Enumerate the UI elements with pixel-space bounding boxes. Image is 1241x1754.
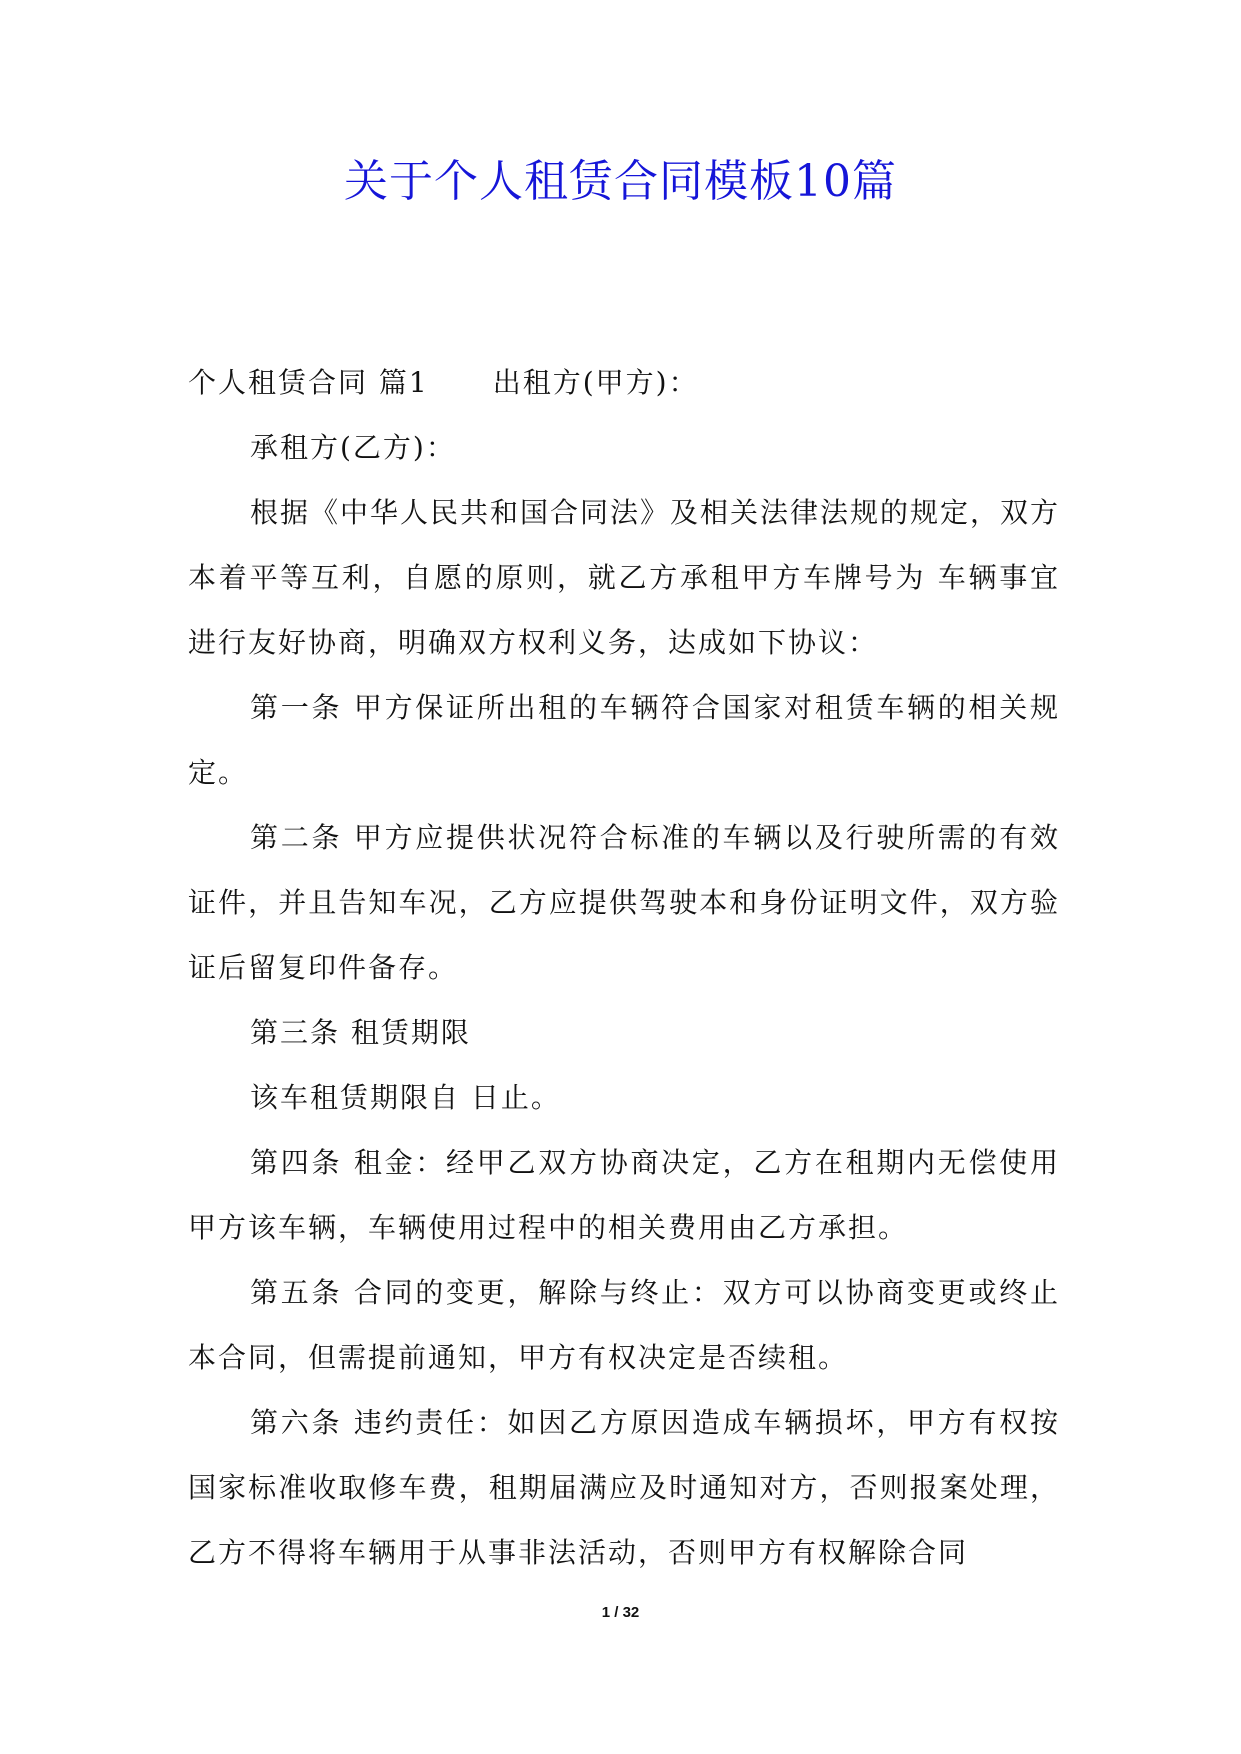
paragraph-article-1: 第一条 甲方保证所出租的车辆符合国家对租赁车辆的相关规定。 xyxy=(188,691,1060,789)
document-title: 关于个人租赁合同模板10篇 xyxy=(344,156,897,207)
paragraph-article-4: 第四条 租金：经甲乙双方协商决定，乙方在租期内无偿使用甲方该车辆，车辆使用过程中的相关费用由乙方承担。 xyxy=(188,1146,1060,1244)
paragraph-article-5: 第五条 合同的变更，解除与终止：双方可以协商变更或终止本合同，但需提前通知，甲方有权决定是否续租。 xyxy=(188,1276,1060,1374)
page-number: 1 / 32 xyxy=(601,1604,640,1621)
paragraph-article-2: 第二条 甲方应提供状况符合标准的车辆以及行驶所需的有效证件，并且告知车况，乙方应提供驾驶本和身份证明文件，双方验证后留复印件备存。 xyxy=(188,821,1060,984)
section-label: 个人租赁合同 篇1 xyxy=(188,366,429,399)
paragraph-lease-term: 该车租赁期限自 日止。 xyxy=(250,1081,561,1114)
document-body xyxy=(188,350,1060,1585)
first-line xyxy=(188,350,1060,415)
paragraph-lessee: 承租方(乙方)： xyxy=(250,431,456,464)
lessor-label: 出租方(甲方)： xyxy=(492,366,699,399)
paragraph-article-3: 第三条 租赁期限 xyxy=(250,1016,471,1049)
paragraph-preamble: 根据《中华人民共和国合同法》及相关法律法规的规定，双方本着平等互利，自愿的原则，就乙方承租甲方车牌号为 车辆事宜进行友好协商，明确双方权利义务，达成如下协议： xyxy=(188,496,1061,659)
paragraph-article-6: 第六条 违约责任：如因乙方原因造成车辆损坏，甲方有权按国家标准收取修车费，租期届满应及时通知对方，否则报案处理，乙方不得将车辆用于从事非法活动，否则甲方有权解除合同 xyxy=(188,1406,1060,1569)
